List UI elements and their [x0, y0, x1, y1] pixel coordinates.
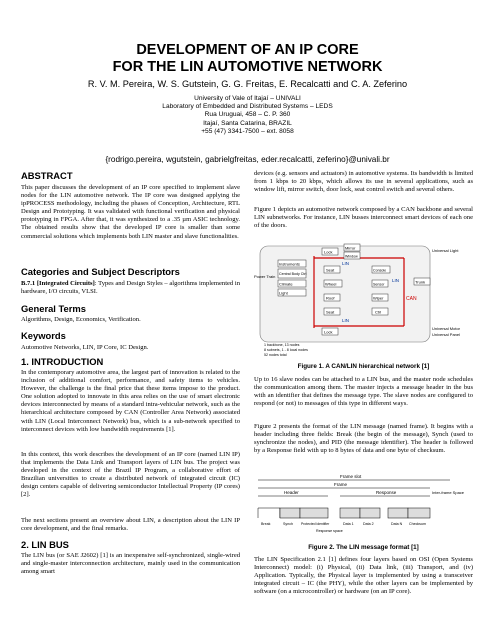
- title-line-1: DEVELOPMENT OF AN IP CORE: [136, 42, 359, 58]
- lin-paragraph-4: Up to 16 slave nodes can be attached to a LIN bus, and the master node schedules the communication among them. The master injects a message header in the bus with an identifier that defines the message type. The slave nodes are configured to respond (or not) to messages of this type in different ways.: [254, 376, 473, 408]
- affiliation-line: Laboratory of Embedded and Distributed Systems – LEDS: [162, 103, 333, 111]
- light-label: Light: [279, 290, 288, 296]
- lin-paragraph-6: The LIN Specification 2.1 [1] defines four layers based on OSI (Open Systems Interconnect) model: (i) Physical, (ii) Data link, (iii) Transport, and (iv) Application. Typically, the Physical layer is implemented by using a transceiver integrated circuit – IC (the PHY), while the other layers can be implemented by software (on a microcontroller) or hardware (on an IP core).: [254, 556, 473, 596]
- categories-desc: : Types and Design Styles – algorithms implemented in hardware, I/O circuits, VLSI.: [21, 280, 240, 296]
- data-field-shape: [388, 508, 408, 518]
- author-emails: {rodrigo.pereira, wgutstein, gabrielgfreitas, eder.recalcatti, zeferino}@univali.br: [105, 155, 390, 164]
- field-label-data2: Data 2: [363, 522, 374, 526]
- lin-paragraph-5: Figure 2 presents the format of the LIN message (named frame). It begins with a header including three fields: Break (the begin of the message), Synch (used to synchronize the nodes), and PID (the message identifier). The header is followed by a Response field with up to 8 bytes of data and one byte of checksum.: [254, 423, 473, 455]
- can-label: CAN: [406, 296, 417, 302]
- abstract-text: This paper discusses the development of an IP core specified to implement slave nodes for the LIN automotive network. The IP core was designed applying the ipPROCESS methodology, including the phases of Conception, Architecture, RTL Design and Prototyping. It was validated with functional verification and physical prototyping in FPGA. After that, it was synthesized to a .35 µm ASIC technology. The obtained results show that the developed IP core is smaller than some commercial solutions which implements both LIN master and slave functionalities.: [21, 184, 240, 240]
- keywords-heading: Keywords: [21, 330, 66, 341]
- affiliation-line: Rua Uruguai, 458 – C. P. 360: [204, 111, 291, 119]
- lock-label: Lock: [324, 329, 333, 335]
- affiliation-line: Itajaí, Santa Catarina, BRAZIL: [203, 119, 292, 127]
- affiliation: [20, 95, 475, 136]
- header-label: Header: [284, 490, 299, 495]
- universal-motor-label: Universal Motor: [432, 326, 461, 331]
- central-body-label: Central Body Ctrl: [279, 272, 307, 276]
- figure-2-caption: Figure 2. The LIN message format [1]: [308, 544, 419, 551]
- checksum-field-shape: [408, 508, 430, 518]
- figure-legend-line: 52 nodes total: [264, 353, 287, 357]
- universal-panel-label: Universal Panel: [432, 332, 461, 337]
- abstract-heading: ABSTRACT: [21, 170, 73, 181]
- field-label-checksum: Checksum: [409, 522, 426, 526]
- pid-field-shape: [300, 508, 328, 518]
- frame-slot-label: Frame slot: [340, 474, 362, 479]
- lin-message-format-figure: [254, 472, 473, 540]
- power-train-label: Power Train: [254, 274, 276, 279]
- affiliation-line: +55 (47) 3341-7500 – ext. 8058: [201, 127, 294, 135]
- paper-title: [20, 42, 475, 76]
- field-label-datan: Data N: [391, 522, 403, 526]
- categories-text: [21, 280, 240, 296]
- roof-label: Roof: [326, 295, 335, 301]
- lin-paragraph-2: devices (e.g. sensors and actuators) in automotive systems. Its bandwidth is limited from 1 kbps to 20 kbps, which allows its use in several applications, such as window lift, mirror switch, door lock, seat control switch and several others.: [254, 170, 473, 194]
- synch-field-shape: [280, 508, 300, 518]
- instruments-label: Instruments: [279, 261, 300, 267]
- figure-1-caption: Figure 1. A CAN/LIN hierarchical network [1]: [297, 363, 430, 370]
- intro-paragraph-3: The next sections present an overview about LIN, a description about the LIN IP core development, and the final remarks.: [21, 517, 240, 533]
- figure-legend-line: 8 subnets, 1 - 8 local nodes: [264, 348, 308, 352]
- lin-paragraph-3: Figure 1 depicts an automotive network composed by a CAN backbone and several LIN subnetworks. For instance, LIN busses interconnect smart devices of each one of the doors.: [254, 206, 473, 230]
- wiper-label: Wiper: [373, 295, 384, 301]
- sensor-label: Sensor: [373, 282, 385, 287]
- ctrl-label: Ctrl: [375, 309, 382, 315]
- lin-label: LIN: [342, 318, 350, 323]
- frame-label: Frame: [334, 482, 348, 487]
- universal-light-label: Universal Light: [432, 248, 459, 253]
- categories-heading: Categories and Subject Descriptors: [21, 266, 180, 277]
- can-lin-network-figure: [254, 238, 473, 358]
- field-label-pid: Protected identifier: [301, 522, 330, 526]
- field-label-synch: Synch: [283, 522, 293, 526]
- climate-label: Climate: [279, 281, 293, 287]
- console-label: Console: [373, 268, 387, 273]
- general-terms-text: Algorithms, Design, Economics, Verification.: [21, 316, 141, 323]
- figure-legend-line: 1 backbone, 13 nodes: [264, 343, 300, 347]
- data-field-shape: [340, 508, 360, 518]
- intro-paragraph-2: In this context, this work describes the development of an IP core (named LIN IP) that implements the Data Link and Transport layers of LIN bus. The project was developed in the context of the Brazil IP Program, a collaborative effort of Brazilian universities to create a distributed network of integrated circuit (IC) design centers capable of delivering semiconductor Intellectual Property (IP cores) [2].: [21, 451, 240, 499]
- mirror-label: Mirror: [345, 245, 356, 251]
- field-label-data1: Data 1: [343, 522, 354, 526]
- general-terms-heading: General Terms: [21, 303, 86, 314]
- wheel-label: Wheel: [325, 281, 337, 287]
- lin-label: LIN: [392, 278, 400, 283]
- break-field-shape: [258, 508, 280, 518]
- keywords-text: Automotive Networks, LIN, IP Core, IC Design.: [21, 344, 149, 351]
- inter-frame-label: Inter-frame Space: [432, 490, 465, 495]
- window-label: Window: [345, 254, 358, 259]
- trunk-label: Trunk: [415, 279, 426, 285]
- lock-label: Lock: [324, 249, 333, 255]
- seat-label: Seat: [326, 309, 335, 315]
- seat-label: Seat: [326, 267, 335, 273]
- categories-code: B.7.1 [Integrated Circuits]: [21, 280, 95, 287]
- lin-bus-heading: 2. LIN BUS: [21, 539, 69, 550]
- data-field-shape: [360, 508, 380, 518]
- lin-label: LIN: [342, 261, 350, 266]
- authors: R. V. M. Pereira, W. S. Gutstein, G. G. Freitas, E. Recalcatti and C. A. Zeferino: [87, 79, 408, 89]
- field-label-break: Break: [261, 522, 271, 526]
- response-label: Response: [376, 490, 397, 495]
- intro-paragraph-1: In the contemporary automotive area, the largest part of innovation is related to the inclusion of additional comfort, performance, and safety items to vehicles. However, the challenge is the final price that these items impose to the product. One solution adopted to innovate in this area relies on the use of smart electronic devices interconnected by means of a standard intra-vehicular network, such as the hierarchical architecture composed by CAN (Controller Area Network) associated with LIN (Local Interconnect Network) bus, which is a sub-network specified to interconnect devices with low bandwidth requirements [1].: [21, 369, 240, 433]
- introduction-heading: 1. INTRODUCTION: [21, 356, 104, 367]
- title-line-2: FOR THE LIN AUTOMOTIVE NETWORK: [112, 59, 383, 75]
- lin-paragraph-1: The LIN bus (or SAE J2602) [1] is an inexpensive self-synchronized, single-wired and single-master interconnection architecture, mainly used in the communication among smart: [21, 552, 240, 576]
- affiliation-line: University of Vale of Itajaí – UNIVALI: [194, 95, 301, 102]
- response-space-label: Response space: [316, 529, 343, 533]
